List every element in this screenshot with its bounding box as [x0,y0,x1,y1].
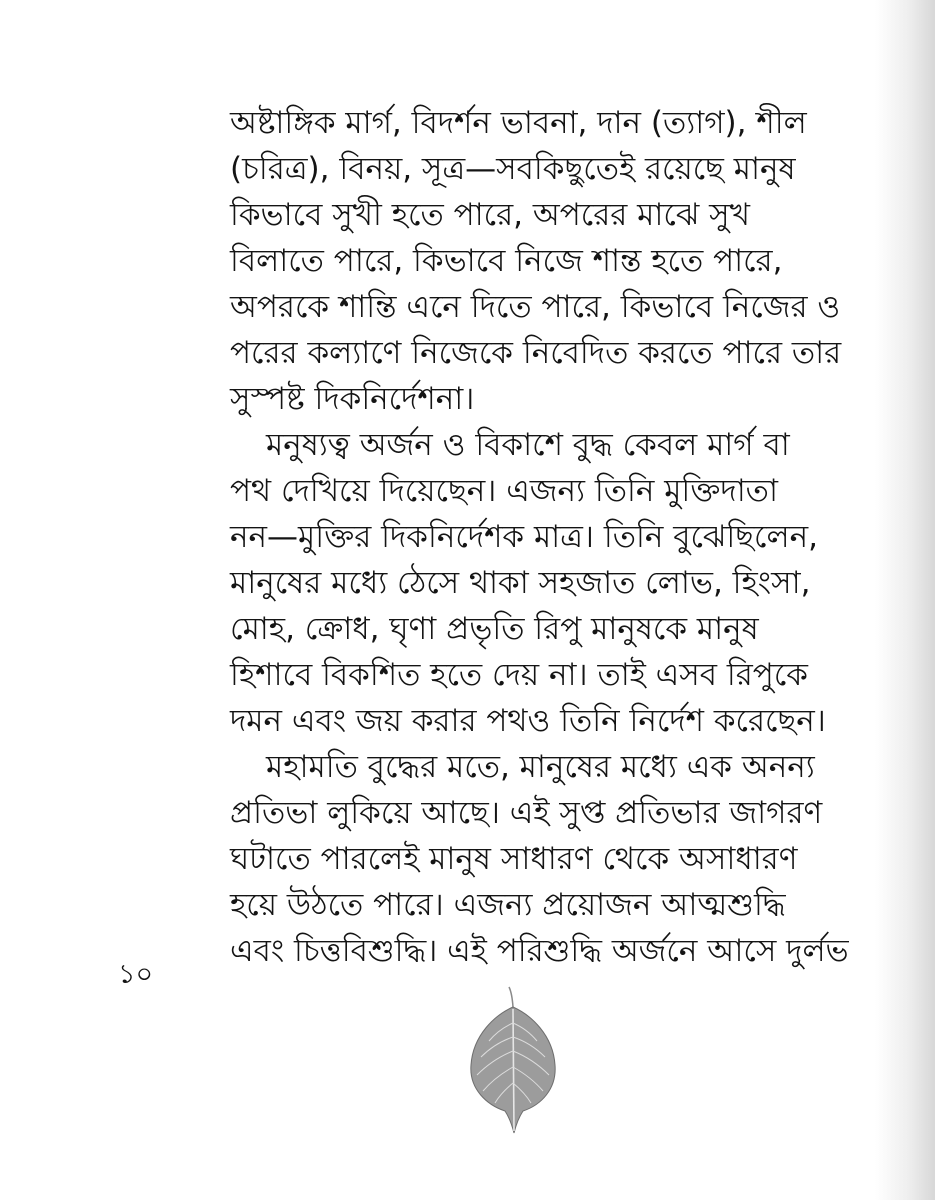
bodhi-leaf-icon [465,985,560,1135]
text-line: পথ দেখিয়ে দিয়েছেন। এজন্য তিনি মুক্তিদাতা [230,473,778,509]
page-edge-shadow [875,0,935,1200]
text-line: এবং চিত্তবিশুদ্ধি। এই পরিশুদ্ধি অর্জনে আসে দুর্লভ [230,933,849,969]
text-line: ঘটাতে পারলেই মানুষ সাধারণ থেকে অসাধারণ [230,841,798,877]
page-number: ১০ [118,959,154,990]
text-line: কিভাবে সুখী হতে পারে, অপরের মাঝে সুখ [230,197,750,233]
text-line: নন—মুক্তির দিকনির্দেশক মাত্র। তিনি বুঝেছিলেন, [230,519,818,555]
text-line: প্রতিভা লুকিয়ে আছে। এই সুপ্ত প্রতিভার জাগরণ [230,795,823,831]
text-line: অষ্টাঙ্গিক মার্গ, বিদর্শন ভাবনা, দান (ত্যাগ), শীল [230,105,807,141]
paragraph-start-line: মহামতি বুদ্ধের মতে, মানুষের মধ্যে এক অনন্য [266,749,815,785]
text-line: হয়ে উঠতে পারে। এজন্য প্রয়োজন আত্মশুদ্ধি [230,887,786,923]
text-line: (চরিত্র), বিনয়, সূত্র—সবকিছুতেই রয়েছে মানুষ [230,151,796,187]
text-line: অপরকে শান্তি এনে দিতে পারে, কিভাবে নিজের ও [230,289,841,325]
text-line: বিলাতে পারে, কিভাবে নিজে শান্ত হতে পারে, [230,243,783,279]
paragraph-start-line: মনুষ্যত্ব অর্জন ও বিকাশে বুদ্ধ কেবল মার্গ বা [266,427,790,463]
text-line: মোহ, ক্রোধ, ঘৃণা প্রভৃতি রিপু মানুষকে মানুষ [230,611,759,647]
text-line: হিশাবে বিকশিত হতে দেয় না। তাই এসব রিপুকে [230,657,808,693]
text-line: সুস্পষ্ট দিকনির্দেশনা। [230,381,475,417]
body-text [230,100,849,974]
text-line: মানুষের মধ্যে ঠেসে থাকা সহজাত লোভ, হিংসা, [230,565,811,601]
text-line: পরের কল্যাণে নিজেকে নিবেদিত করতে পারে তার [230,335,842,371]
text-line: দমন এবং জয় করার পথও তিনি নির্দেশ করেছেন। [230,703,826,739]
